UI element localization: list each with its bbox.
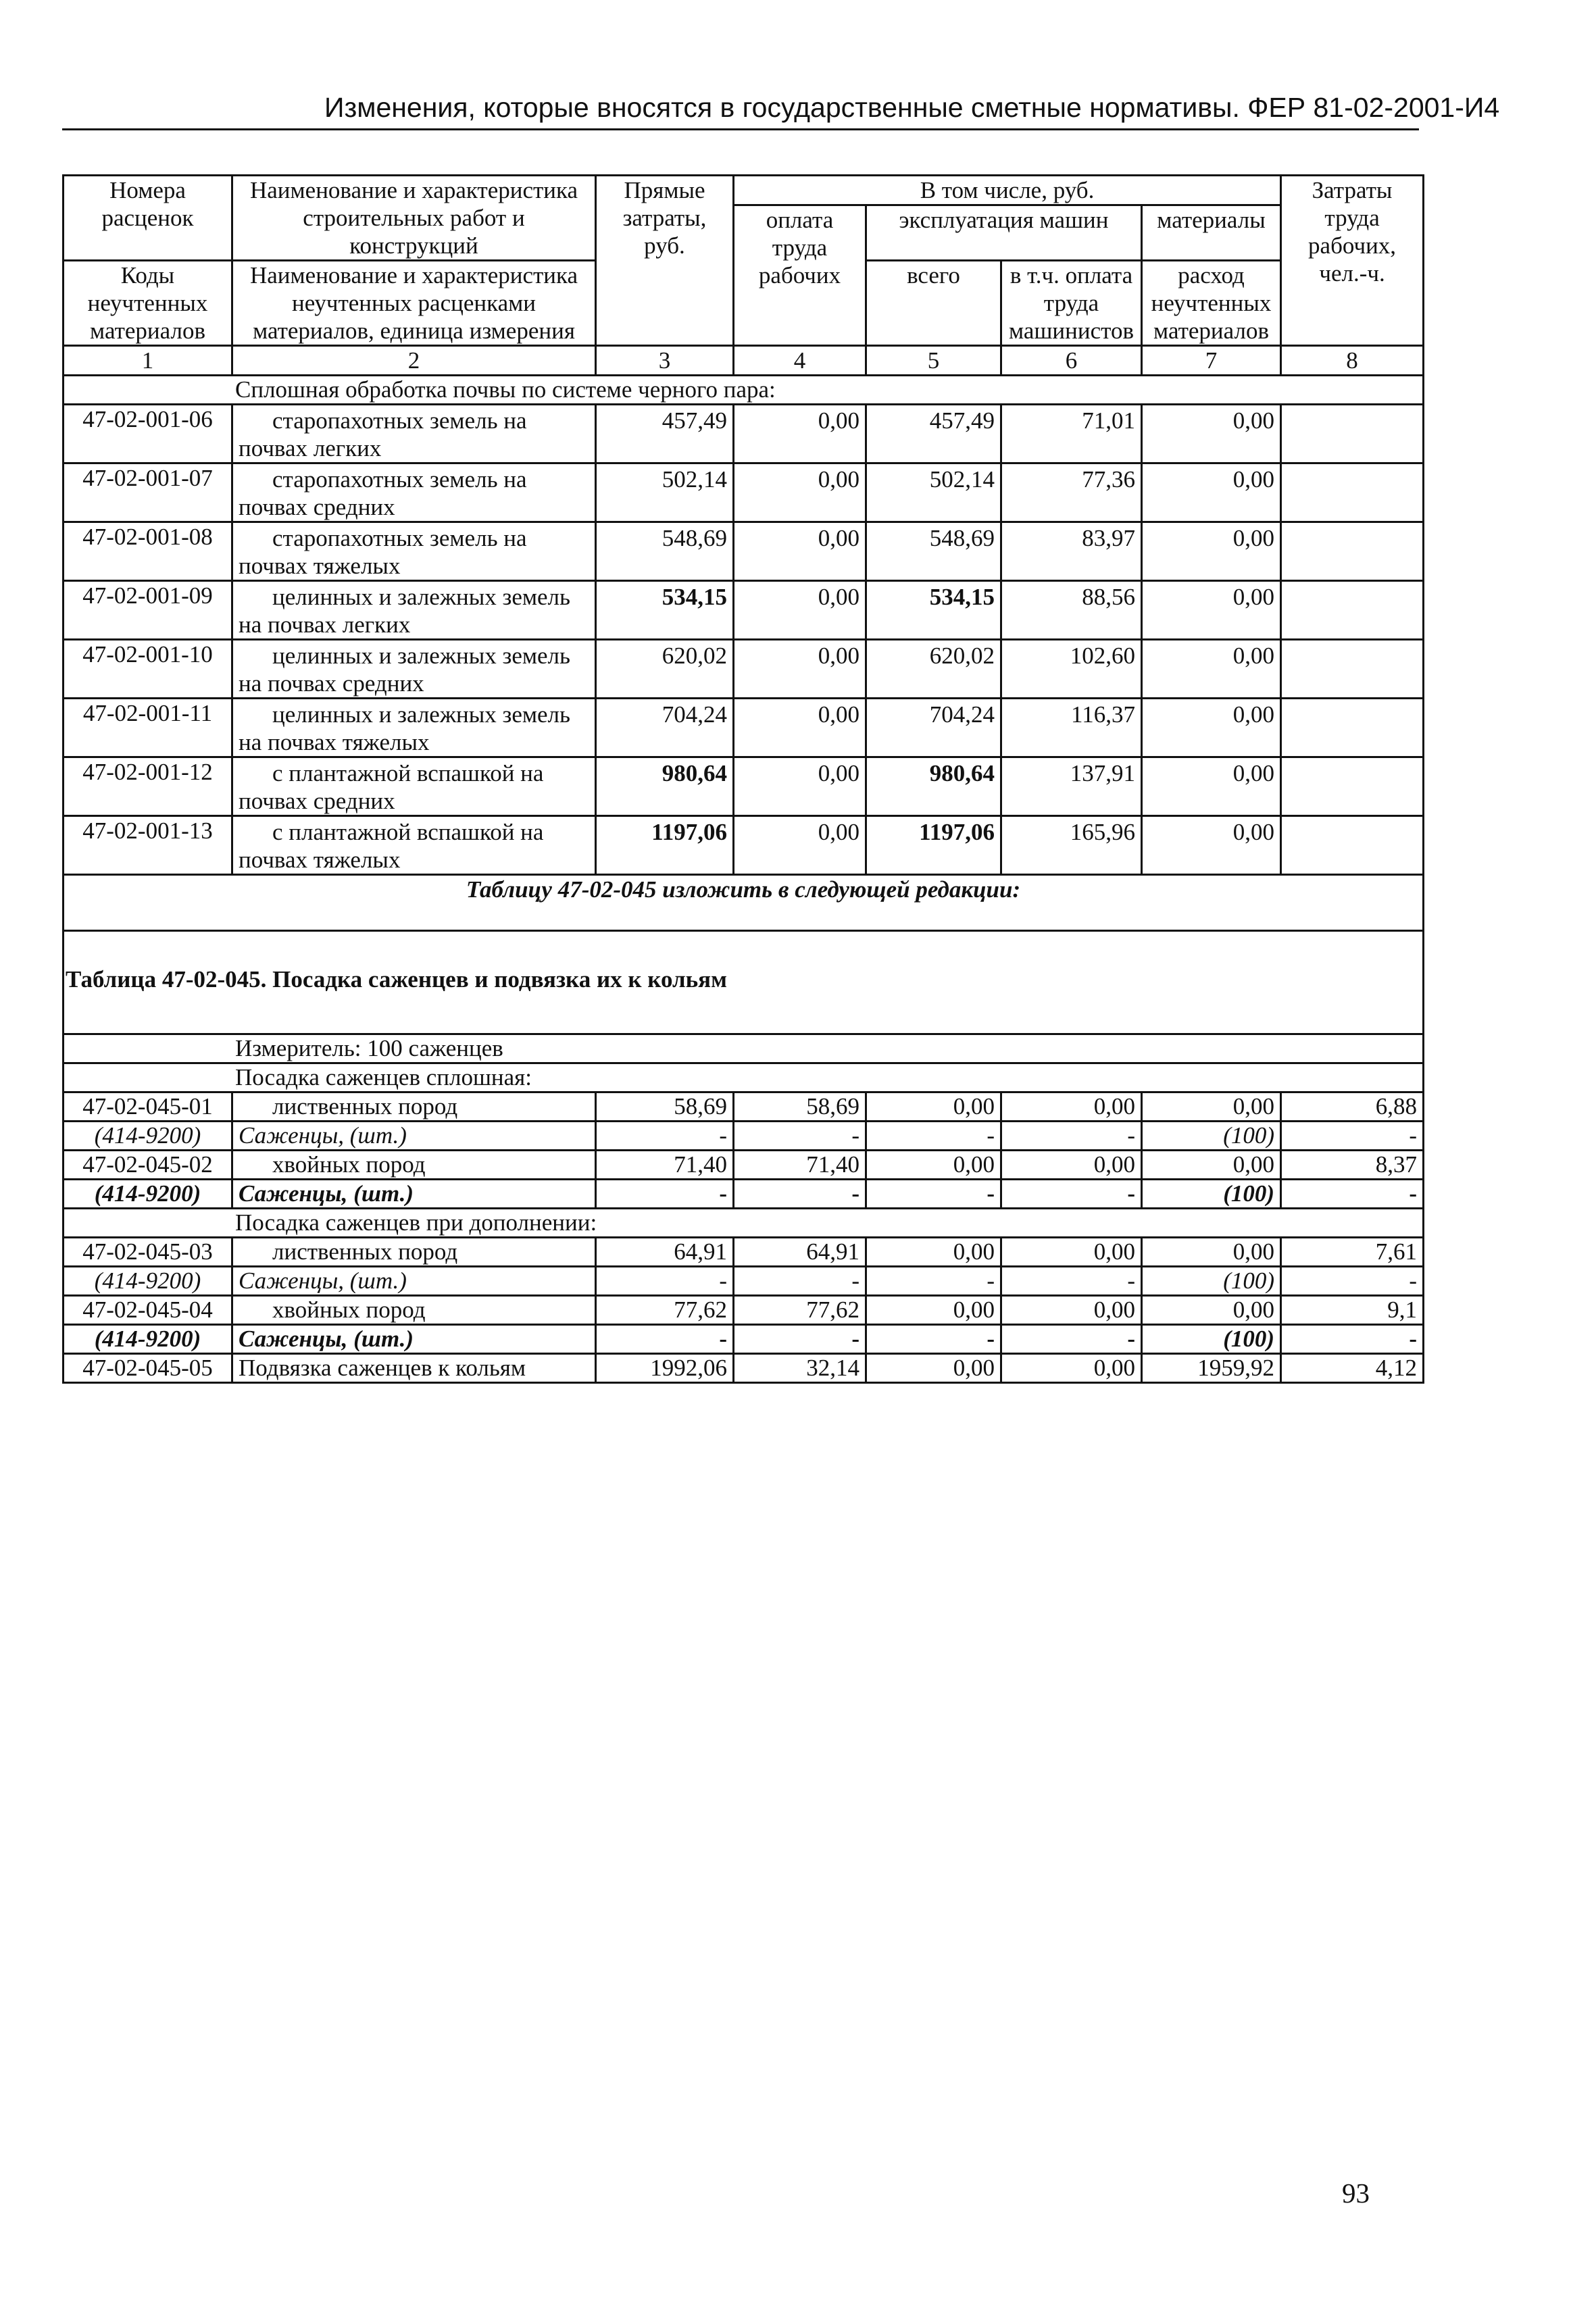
machines-total: 0,00 [866,1354,1001,1383]
machines-total: 548,69 [866,522,1001,581]
material-name: Саженцы, (шт.) [232,1180,596,1209]
direct-costs: 71,40 [596,1151,734,1180]
rate-code: 47-02-045-04 [64,1296,232,1325]
section-title: Сплошная обработка почвы по системе черного пара: [64,376,1424,405]
machinist-pay: 102,60 [1001,640,1142,699]
table-row [64,816,1424,875]
worker-pay: 0,00 [734,581,866,640]
material-code: (414-9200) [64,1122,232,1151]
hdr-name: Наименование и характеристика строительных работ и конструкций [232,176,596,261]
machinist-pay: - [1001,1267,1142,1296]
work-name-line2: на почвах легких [239,611,411,638]
worker-pay: 0,00 [734,522,866,581]
direct-costs: - [596,1180,734,1209]
work-name-line2: почвах средних [239,494,395,520]
materials-cost: 0,00 [1142,640,1281,699]
machinist-pay: - [1001,1122,1142,1151]
rate-code: 47-02-045-02 [64,1151,232,1180]
table-row [64,581,1424,640]
colnum-7: 7 [1142,346,1281,376]
table2-title: Таблица 47-02-045. Посадка саженцев и подвязка их к кольям [64,931,1424,1034]
colnum-8: 8 [1281,346,1424,376]
machinist-pay: 0,00 [1001,1151,1142,1180]
labor-hours [1281,640,1424,699]
labor-hours [1281,522,1424,581]
labor-hours: 9,1 [1281,1296,1424,1325]
machinist-pay: 116,37 [1001,699,1142,757]
rates-table [62,174,1424,1384]
direct-costs: 980,64 [596,757,734,816]
machinist-pay: 0,00 [1001,1092,1142,1122]
material-row [64,1180,1424,1209]
table-row [64,757,1424,816]
materials-cost: 0,00 [1142,405,1281,463]
table-row [64,463,1424,522]
materials-cost: 0,00 [1142,463,1281,522]
labor-hours: - [1281,1180,1424,1209]
machines-total: 704,24 [866,699,1001,757]
direct-costs: - [596,1122,734,1151]
work-name [232,463,596,522]
labor-hours: - [1281,1122,1424,1151]
materials-cost: 0,00 [1142,1151,1281,1180]
machinist-pay: 77,36 [1001,463,1142,522]
worker-pay: 58,69 [734,1092,866,1122]
worker-pay: 0,00 [734,699,866,757]
direct-costs: 620,02 [596,640,734,699]
header-rule [62,128,1419,130]
section-title: Посадка саженцев сплошная: [64,1063,1424,1092]
section-title: Посадка саженцев при дополнении: [64,1209,1424,1238]
machinist-pay: 165,96 [1001,816,1142,875]
colnum-3: 3 [596,346,734,376]
worker-pay: - [734,1180,866,1209]
material-use: (100) [1142,1180,1281,1209]
work-name-line1: старопахотных земель на [272,525,527,551]
labor-hours [1281,699,1424,757]
work-name [232,405,596,463]
work-name-line1: с плантажной вспашкой на [272,819,544,845]
machines-total: 0,00 [866,1092,1001,1122]
rate-code: 47-02-001-08 [64,522,232,581]
table-row [64,1151,1424,1180]
work-name-line1: старопахотных земель на [272,466,527,493]
work-name [232,640,596,699]
machines-total: - [866,1267,1001,1296]
machinist-pay: 0,00 [1001,1296,1142,1325]
hdr-material-use: расход неучтенных материалов [1142,261,1281,346]
work-name: хвойных пород [232,1151,596,1180]
machines-total: 534,15 [866,581,1001,640]
machinist-pay: - [1001,1325,1142,1354]
materials-cost: 0,00 [1142,522,1281,581]
machines-total: 502,14 [866,463,1001,522]
materials-cost: 0,00 [1142,581,1281,640]
worker-pay: - [734,1325,866,1354]
work-name-line2: почвах легких [239,435,382,461]
work-name-line1: старопахотных земель на [272,407,527,434]
table-row [64,640,1424,699]
direct-costs: 534,15 [596,581,734,640]
hdr-material-name: Наименование и характеристика неучтенных расценками материалов, единица измерения [232,261,596,346]
page-header-title: Изменения, которые вносятся в государственные сметные нормативы. ФЕР 81-02-2001-И4 [324,92,1500,123]
worker-pay: 0,00 [734,640,866,699]
work-name: Подвязка саженцев к кольям [232,1354,596,1383]
machinist-pay: 88,56 [1001,581,1142,640]
materials-cost: 0,00 [1142,816,1281,875]
work-name: лиственных пород [232,1092,596,1122]
labor-hours: 8,37 [1281,1151,1424,1180]
hdr-machines: эксплуатация машин [866,205,1142,261]
rate-code: 47-02-001-07 [64,463,232,522]
worker-pay: 32,14 [734,1354,866,1383]
material-row [64,1267,1424,1296]
machinist-pay: 83,97 [1001,522,1142,581]
rate-code: 47-02-045-05 [64,1354,232,1383]
work-name-line1: целинных и залежных земель [272,643,570,669]
labor-hours [1281,463,1424,522]
material-name: Саженцы, (шт.) [232,1267,596,1296]
labor-hours: 4,12 [1281,1354,1424,1383]
material-row [64,1122,1424,1151]
hdr-worker-pay: оплата труда рабочих [734,205,866,346]
work-name-line2: почвах тяжелых [239,553,401,579]
direct-costs: 704,24 [596,699,734,757]
materials-cost: 0,00 [1142,757,1281,816]
rate-code: 47-02-045-03 [64,1238,232,1267]
direct-costs: - [596,1325,734,1354]
worker-pay: 0,00 [734,757,866,816]
work-name-line1: с плантажной вспашкой на [272,760,544,786]
worker-pay: - [734,1122,866,1151]
rate-code: 47-02-001-09 [64,581,232,640]
material-code: (414-9200) [64,1267,232,1296]
direct-costs: 77,62 [596,1296,734,1325]
work-name-line1: целинных и залежных земель [272,701,570,728]
material-use: (100) [1142,1267,1281,1296]
machinist-pay: 137,91 [1001,757,1142,816]
rate-code: 47-02-001-13 [64,816,232,875]
worker-pay: 0,00 [734,405,866,463]
work-name-line1: целинных и залежных земель [272,584,570,610]
table-row [64,1092,1424,1122]
labor-hours [1281,581,1424,640]
materials-cost: 0,00 [1142,699,1281,757]
work-name: лиственных пород [232,1238,596,1267]
machines-total: - [866,1325,1001,1354]
rate-code: 47-02-001-06 [64,405,232,463]
work-name [232,816,596,875]
work-name [232,699,596,757]
direct-costs: 64,91 [596,1238,734,1267]
work-name-line2: на почвах средних [239,670,424,697]
material-code: (414-9200) [64,1325,232,1354]
work-name [232,757,596,816]
colnum-5: 5 [866,346,1001,376]
labor-hours: 7,61 [1281,1238,1424,1267]
worker-pay: 71,40 [734,1151,866,1180]
table-row [64,1296,1424,1325]
material-use: (100) [1142,1122,1281,1151]
direct-costs: 457,49 [596,405,734,463]
direct-costs: 548,69 [596,522,734,581]
page-number: 93 [1342,2178,1370,2209]
machinist-pay: 0,00 [1001,1354,1142,1383]
material-use: (100) [1142,1325,1281,1354]
direct-costs: 1197,06 [596,816,734,875]
hdr-codes: Номера расценок [64,176,232,261]
hdr-machinist-pay: в т.ч. оплата труда машинистов [1001,261,1142,346]
rate-code: 47-02-001-12 [64,757,232,816]
materials-cost: 0,00 [1142,1238,1281,1267]
hdr-materials: материалы [1142,205,1281,261]
material-name: Саженцы, (шт.) [232,1122,596,1151]
machines-total: 0,00 [866,1296,1001,1325]
work-name-line2: почвах средних [239,788,395,814]
direct-costs: 58,69 [596,1092,734,1122]
materials-cost: 0,00 [1142,1092,1281,1122]
worker-pay: 77,62 [734,1296,866,1325]
materials-cost: 1959,92 [1142,1354,1281,1383]
labor-hours [1281,816,1424,875]
labor-hours: 6,88 [1281,1092,1424,1122]
material-code: (414-9200) [64,1180,232,1209]
material-row [64,1325,1424,1354]
machines-total: 620,02 [866,640,1001,699]
machines-total: 980,64 [866,757,1001,816]
materials-cost: 0,00 [1142,1296,1281,1325]
work-name [232,522,596,581]
worker-pay: 0,00 [734,463,866,522]
worker-pay: - [734,1267,866,1296]
direct-costs: 1992,06 [596,1354,734,1383]
worker-pay: 0,00 [734,816,866,875]
table-row [64,405,1424,463]
labor-hours: - [1281,1267,1424,1296]
labor-hours: - [1281,1325,1424,1354]
colnum-2: 2 [232,346,596,376]
machines-total: 1197,06 [866,816,1001,875]
table2-meter: Измеритель: 100 саженцев [64,1034,1424,1063]
rate-code: 47-02-001-10 [64,640,232,699]
table-row [64,522,1424,581]
table-row [64,1238,1424,1267]
hdr-material-codes: Коды неучтенных материалов [64,261,232,346]
labor-hours [1281,405,1424,463]
labor-hours [1281,757,1424,816]
machines-total: 0,00 [866,1151,1001,1180]
hdr-labor-hours: Затраты труда рабочих, чел.-ч. [1281,176,1424,346]
direct-costs: 502,14 [596,463,734,522]
colnum-1: 1 [64,346,232,376]
work-name [232,581,596,640]
instruction-text: Таблицу 47-02-045 изложить в следующей редакции: [64,875,1424,931]
work-name: хвойных пород [232,1296,596,1325]
machines-total: - [866,1180,1001,1209]
work-name-line2: почвах тяжелых [239,847,401,873]
machinist-pay: 0,00 [1001,1238,1142,1267]
machines-total: - [866,1122,1001,1151]
colnum-4: 4 [734,346,866,376]
table-row [64,699,1424,757]
hdr-including: В том числе, руб. [734,176,1281,205]
machinist-pay: - [1001,1180,1142,1209]
machines-total: 0,00 [866,1238,1001,1267]
rate-code: 47-02-001-11 [64,699,232,757]
work-name-line2: на почвах тяжелых [239,729,430,755]
direct-costs: - [596,1267,734,1296]
machinist-pay: 71,01 [1001,405,1142,463]
hdr-machines-total: всего [866,261,1001,346]
colnum-6: 6 [1001,346,1142,376]
worker-pay: 64,91 [734,1238,866,1267]
rate-code: 47-02-045-01 [64,1092,232,1122]
hdr-direct-costs: Прямые затраты, руб. [596,176,734,346]
machines-total: 457,49 [866,405,1001,463]
material-name: Саженцы, (шт.) [232,1325,596,1354]
